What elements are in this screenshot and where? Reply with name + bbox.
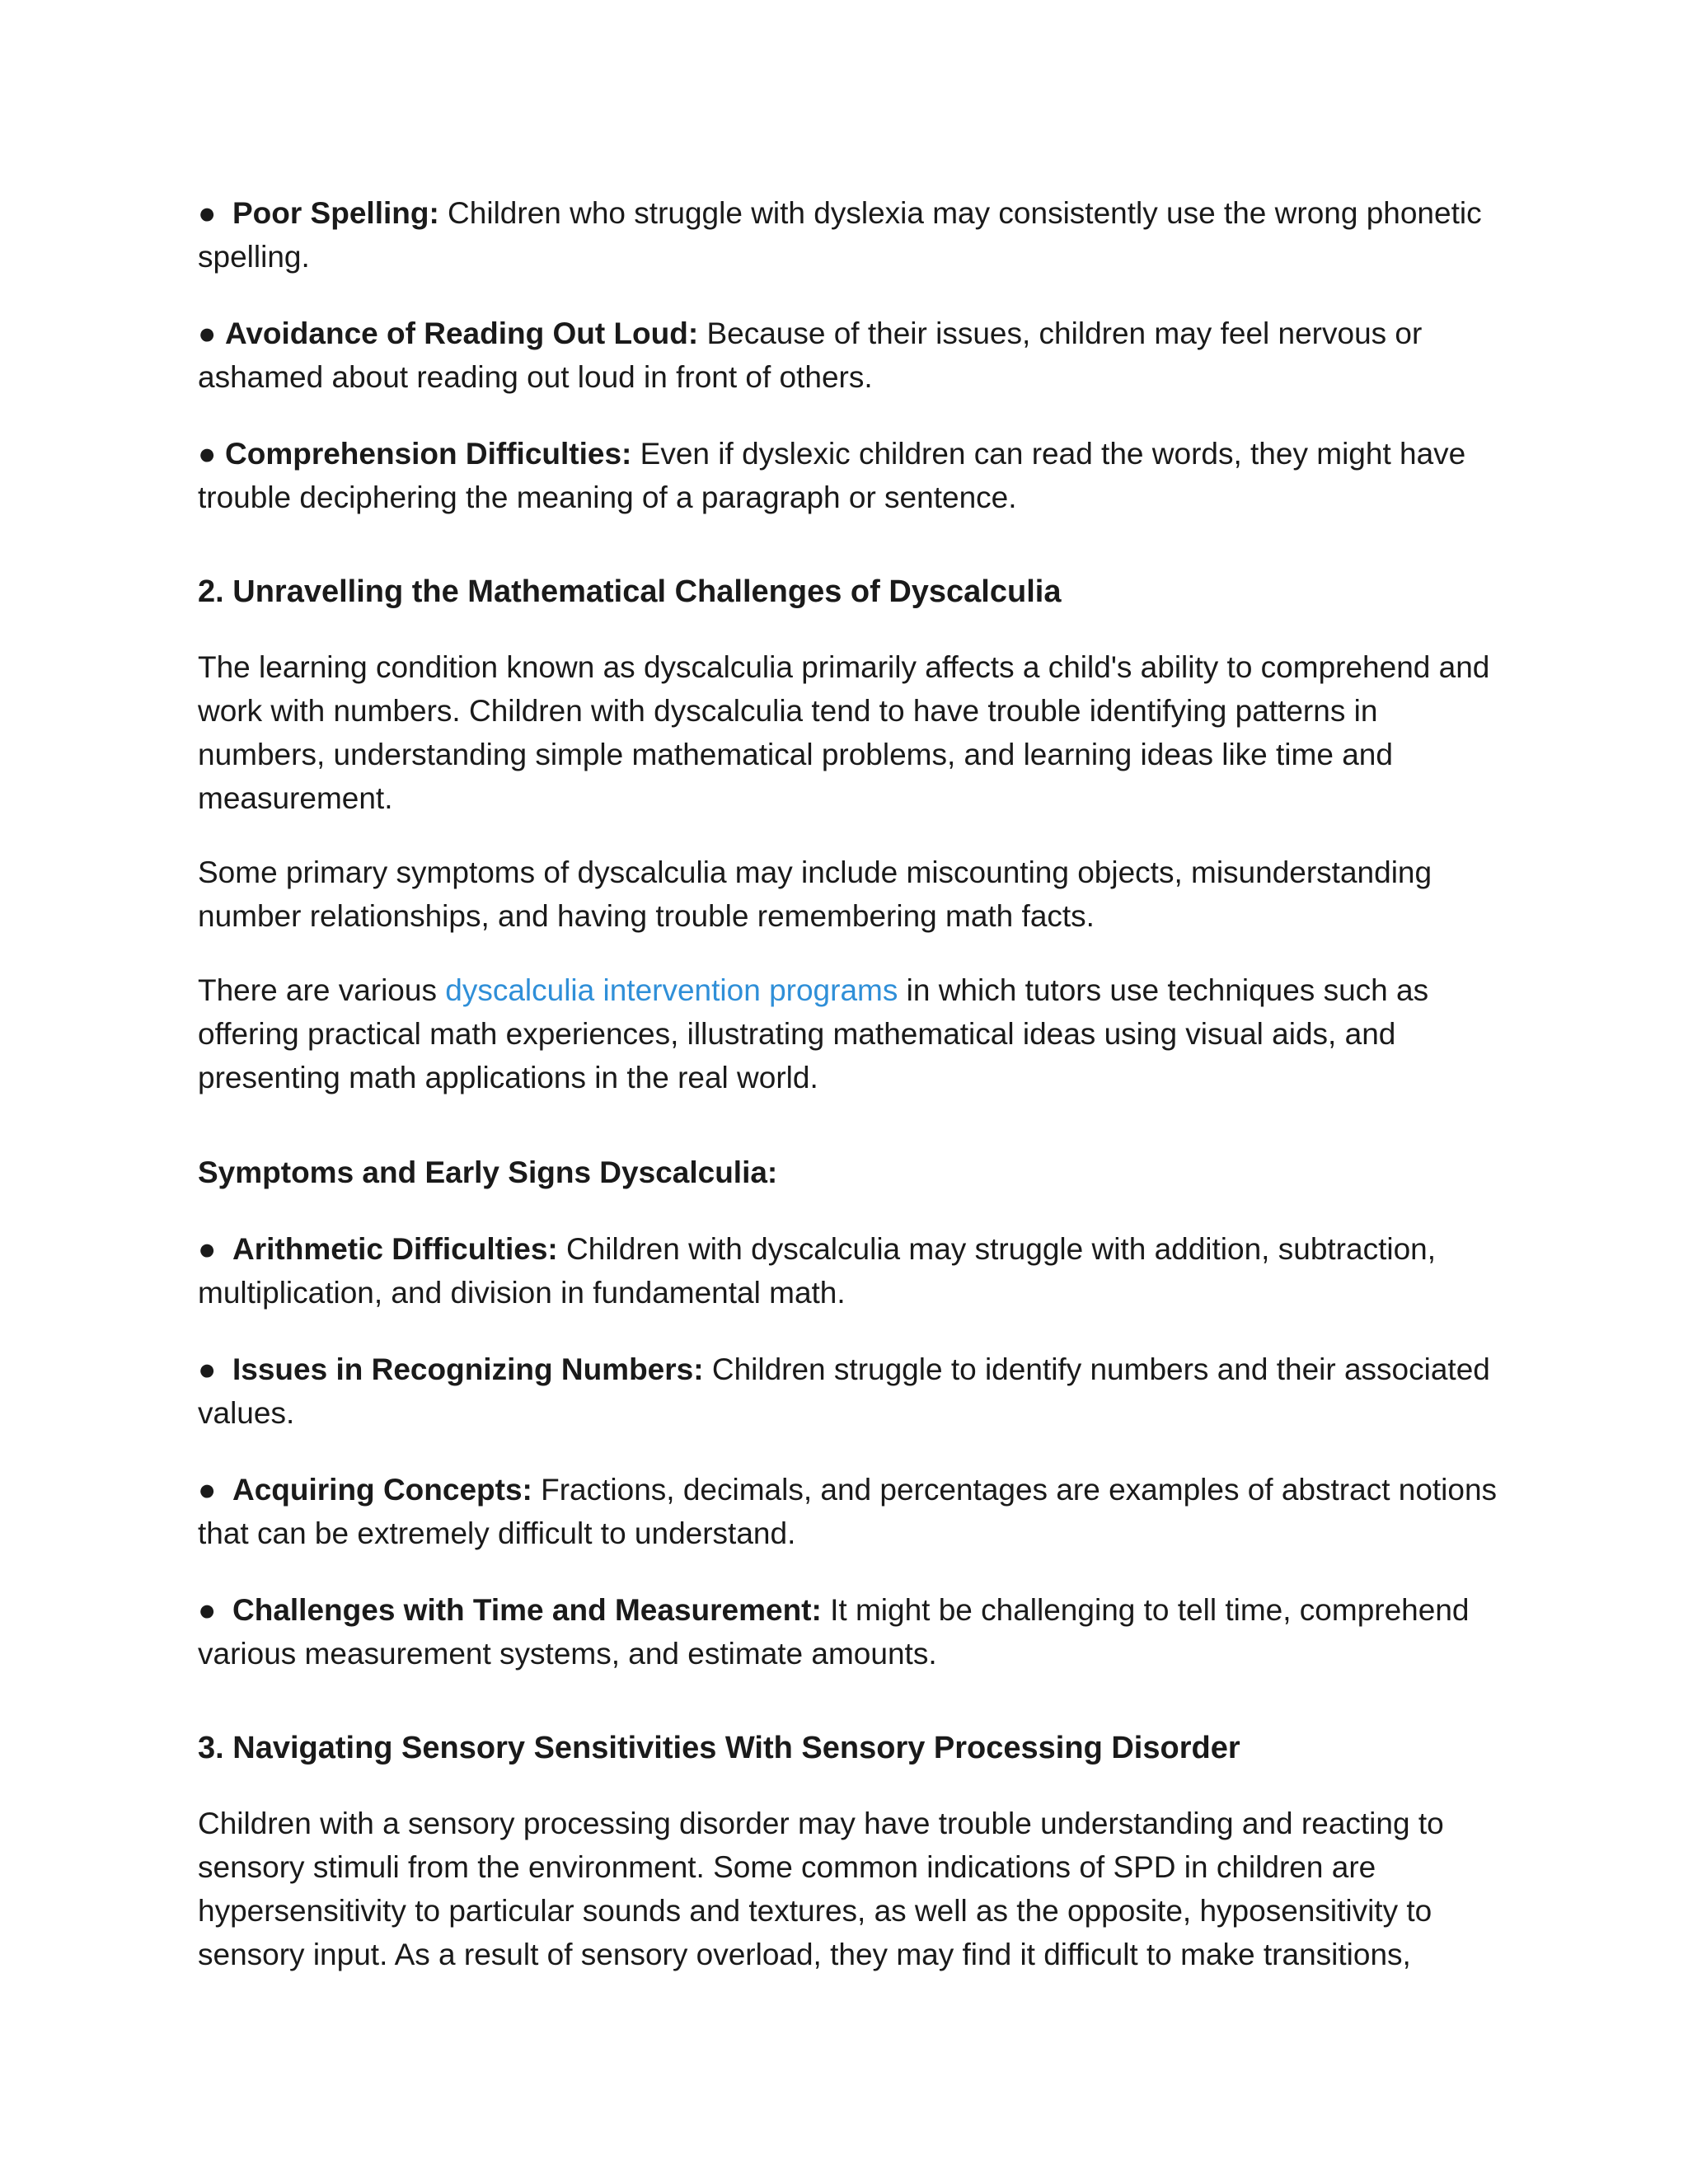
bullet-icon: ● <box>198 437 217 471</box>
bullet-icon: ● <box>198 1593 217 1627</box>
bullet-term: Arithmetic Difficulties: <box>232 1232 558 1266</box>
bullet-term: Acquiring Concepts: <box>232 1473 532 1507</box>
document-page <box>198 191 1500 2007</box>
section-heading-dyscalculia: 2. Unravelling the Mathematical Challenges of Dyscalculia <box>198 574 1062 609</box>
paragraph: Some primary symptoms of dyscalculia may include miscounting objects, misunderstanding number relationships, and having trouble remembering math facts. <box>198 855 1432 933</box>
bullet-text: Children struggle to identify numbers and their associated values. <box>198 1352 1490 1430</box>
bullet-icon: ● <box>198 1352 217 1386</box>
bullet-text: Children with dyscalculia may struggle with addition, subtraction, multiplication, and division in fundamental math. <box>198 1232 1437 1310</box>
bullet-text: Even if dyslexic children can read the words, they might have trouble deciphering the meaning of a paragraph or sentence. <box>198 437 1466 514</box>
paragraph <box>198 968 1500 1099</box>
bullet-term: Avoidance of Reading Out Loud: <box>225 316 699 350</box>
dyscalculia-intervention-programs-link[interactable]: dyscalculia intervention programs <box>445 973 898 1007</box>
paragraph-text: There are various <box>198 973 446 1007</box>
bullet-term: Issues in Recognizing Numbers: <box>232 1352 704 1386</box>
list-item <box>198 1347 1500 1435</box>
section-heading-sensory-processing: 3. Navigating Sensory Sensitivities With Sensory Processing Disorder <box>198 1731 1240 1765</box>
bullet-icon: ● <box>198 1232 217 1266</box>
bullet-term: Challenges with Time and Measurement: <box>232 1593 822 1627</box>
list-item <box>198 191 1500 279</box>
bullet-text: Children who struggle with dyslexia may consistently use the wrong phonetic spelling. <box>198 196 1482 274</box>
bullet-text: Fractions, decimals, and percentages are examples of abstract notions that can be extremely difficult to understand. <box>198 1473 1498 1550</box>
paragraph: Children with a sensory processing disorder may have trouble understanding and reacting to sensory stimuli from the environment. Some common indications of SPD in children are hypersensitivity to particular sounds and textures, as well as the opposite, hyposensitivity to sensory input. As a result of sensory overload, they may find it difficult to make transitions, <box>198 1807 1444 1971</box>
bullet-term: Poor Spelling: <box>232 196 439 230</box>
list-item <box>198 1588 1500 1675</box>
subheading-symptoms: Symptoms and Early Signs Dyscalculia: <box>198 1155 778 1189</box>
paragraph-text: in which tutors use techniques such as offering practical math experiences, illustrating mathematical ideas using visual aids, and presenting math applications in the real world. <box>198 973 1429 1094</box>
bullet-icon: ● <box>198 196 217 230</box>
list-item <box>198 312 1500 399</box>
list-item <box>198 432 1500 519</box>
list-item <box>198 1468 1500 1555</box>
bullet-icon: ● <box>198 316 217 350</box>
bullet-term: Comprehension Difficulties: <box>225 437 632 471</box>
list-item <box>198 1227 1500 1315</box>
bullet-icon: ● <box>198 1473 217 1507</box>
bullet-text: Because of their issues, children may feel nervous or ashamed about reading out loud in front of others. <box>198 316 1423 394</box>
bullet-text: It might be challenging to tell time, comprehend various measurement systems, and estimate amounts. <box>198 1593 1470 1671</box>
paragraph: The learning condition known as dyscalculia primarily affects a child's ability to comprehend and work with numbers. Children with dyscalculia tend to have trouble identifying patterns in numbers, understanding simple mathematical problems, and learning ideas like time and measurement. <box>198 650 1490 815</box>
